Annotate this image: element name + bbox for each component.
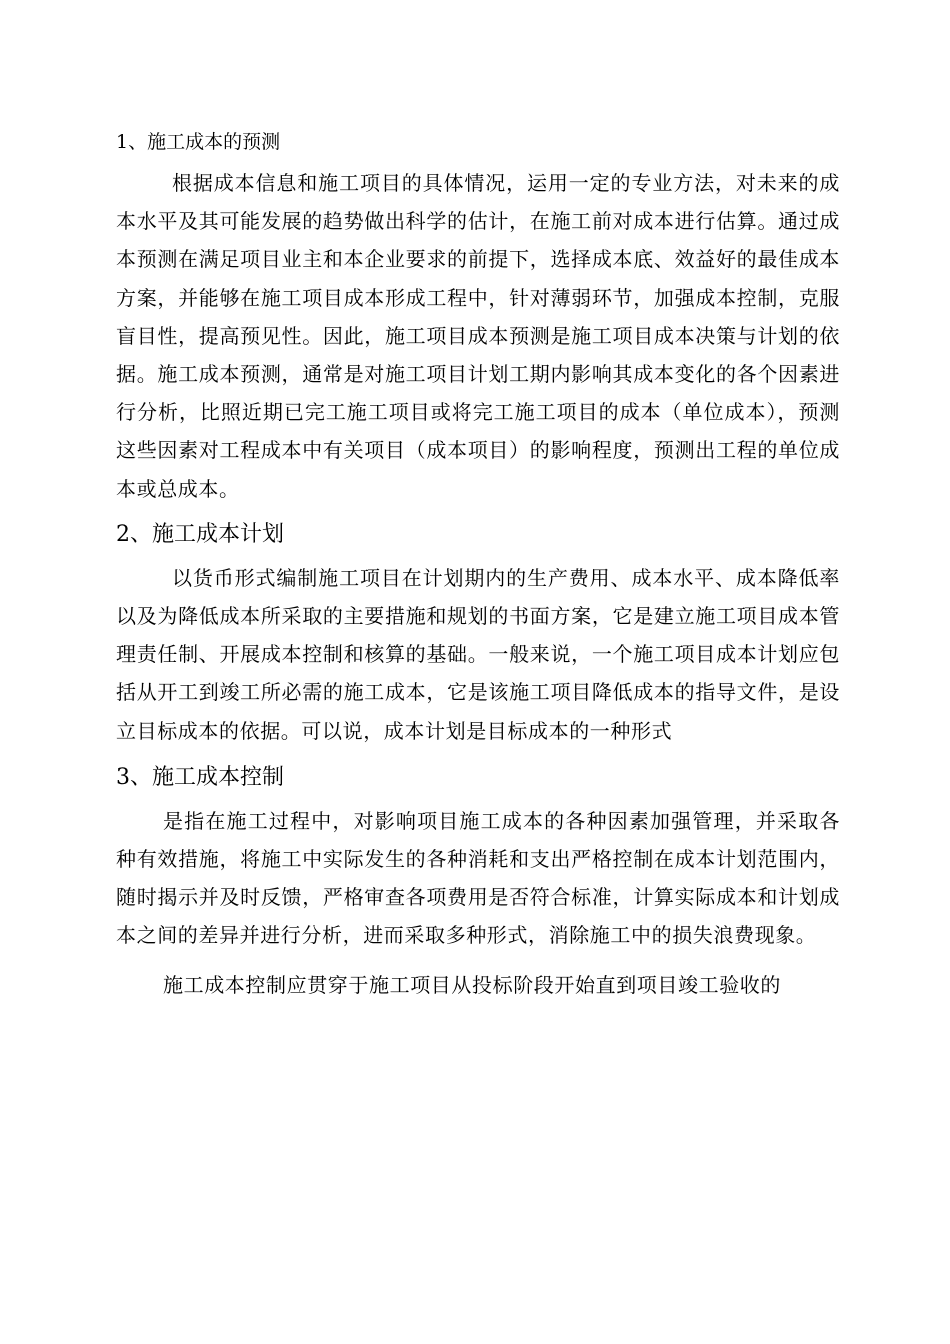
paragraph-cost-control-continued: 施工成本控制应贯穿于施工项目从投标阶段开始直到项目竣工验收的: [163, 972, 781, 997]
document-page: [116, 120, 840, 1004]
section-heading-cost-plan: 2、施工成本计划: [116, 521, 284, 547]
paragraph-cost-forecast: 根据成本信息和施工项目的具体情况，运用一定的专业方法，对未来的成本水平及其可能发展的趋势做出科学的估计，在施工前对成本进行估算。通过成本预测在满足项目业主和本企业要求的前提下，选择成本底、效益好的最佳成本方案，并能够在施工项目成本形成工程中，针对薄弱环节，加强成本控制，克服盲目性，提高预见性。因此，施工项目成本预测是施工项目成本决策与计划的依据。施工成本预测，通常是对施工项目计划工期内影响其成本变化的各个因素进行分析，比照近期已完工施工项目或将完工施工项目的成本（单位成本），预测这些因素对工程成本中有关项目（成本项目）的影响程度，预测出工程的单位成本或总成本。: [116, 171, 840, 501]
section-heading-cost-forecast: 1、施工成本的预测: [116, 131, 281, 153]
section-heading-cost-control: 3、施工成本控制: [116, 764, 284, 790]
paragraph-cost-control: 是指在施工过程中，对影响项目施工成本的各种因素加强管理，并采取各种有效措施，将施工中实际发生的各种消耗和支出严格控制在成本计划范围内，随时揭示并及时反馈，严格审查各项费用是否符合标准，计算实际成本和计划成本之间的差异并进行分析，进而采取多种形式，消除施工中的损失浪费现象。: [116, 808, 840, 948]
paragraph-cost-plan: 以货币形式编制施工项目在计划期内的生产费用、成本水平、成本降低率以及为降低成本所采取的主要措施和规划的书面方案，它是建立施工项目成本管理责任制、开展成本控制和核算的基础。一般来说，一个施工项目成本计划应包括从开工到竣工所必需的施工成本，它是该施工项目降低成本的指导文件，是设立目标成本的依据。可以说，成本计划是目标成本的一种形式: [116, 565, 840, 743]
